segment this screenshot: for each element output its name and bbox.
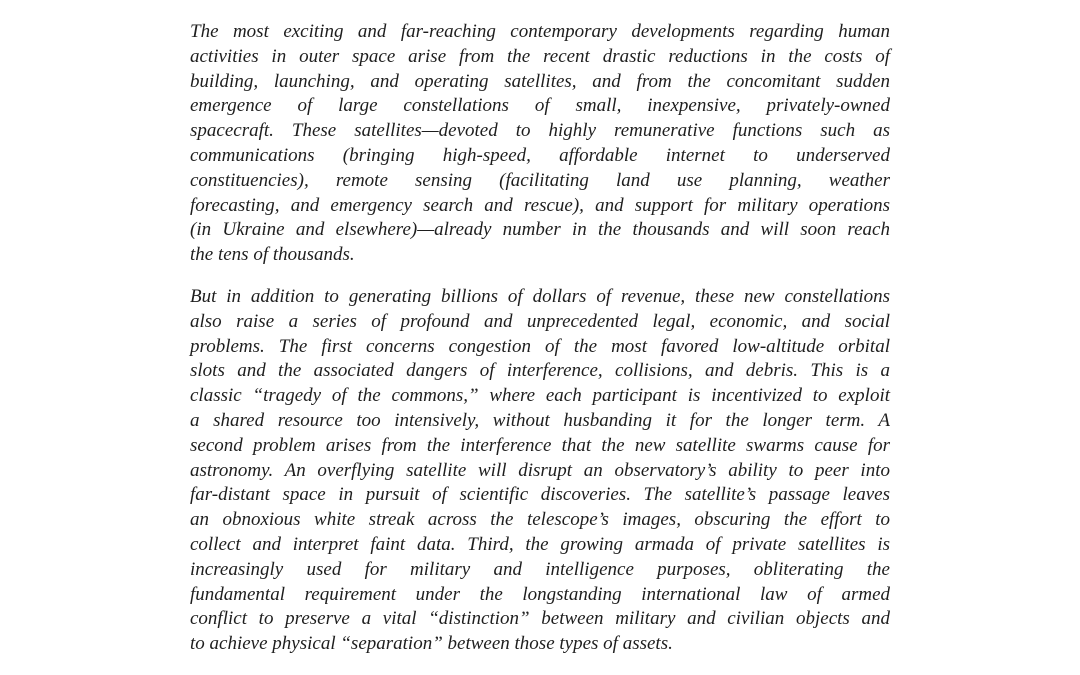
text-line: building, launching, and operating satellites, and from the concomitant sudden [190, 70, 890, 92]
text-line: spacecraft. These satellites—devoted to highly remunerative functions such as [190, 120, 890, 142]
text-line: a shared resource too intensively, without husbanding it for the longer term. A [190, 409, 890, 431]
page-body [190, 20, 890, 657]
document-page [190, 20, 890, 657]
text-line: second problem arises from the interference that the new satellite swarms cause for [190, 434, 890, 456]
text-line: activities in outer space arise from the recent drastic reductions in the costs of [190, 45, 890, 67]
text-line: The most exciting and far-reaching contemporary developments regarding human [190, 21, 890, 42]
text-line: increasingly used for military and intelligence purposes, obliterating the [190, 558, 890, 580]
text-line: But in addition to generating billions of dollars of revenue, these new constellations [190, 285, 890, 307]
text-line: problems. The first concerns congestion of the most favored low-altitude orbital [190, 335, 890, 357]
text-line: forecasting, and emergency search and rescue), and support for military operations [190, 194, 890, 216]
text-line: astronomy. An overflying satellite will disrupt an observatory’s ability to peer into [190, 459, 890, 481]
text-line: constituencies), remote sensing (facilitating land use planning, weather [190, 169, 890, 191]
text-line: an obnoxious white streak across the telescope’s images, obscuring the effort to [190, 509, 890, 531]
text-line: to achieve physical “separation” between those types of assets. [190, 633, 673, 655]
text-line: collect and interpret faint data. Third, the growing armada of private satellites is [190, 533, 890, 555]
text-line: emergence of large constellations of small, inexpensive, privately-owned [190, 95, 890, 117]
text-line: slots and the associated dangers of interference, collisions, and debris. This is a [190, 360, 890, 382]
text-line: conflict to preserve a vital “distinction” between military and civilian objects and [190, 608, 890, 630]
text-line: also raise a series of profound and unprecedented legal, economic, and social [190, 310, 890, 332]
text-line: far-distant space in pursuit of scientific discoveries. The satellite’s passage leaves [190, 484, 890, 506]
text-line: fundamental requirement under the longstanding international law of armed [190, 583, 890, 605]
paragraph [190, 20, 890, 268]
text-line: the tens of thousands. [190, 244, 355, 266]
text-line: (in Ukraine and elsewhere)—already number in the thousands and will soon reach [190, 219, 890, 241]
paragraph [190, 285, 890, 657]
text-line: communications (bringing high-speed, affordable internet to underserved [190, 144, 890, 166]
text-line: classic “tragedy of the commons,” where each participant is incentivized to exploit [190, 385, 890, 407]
